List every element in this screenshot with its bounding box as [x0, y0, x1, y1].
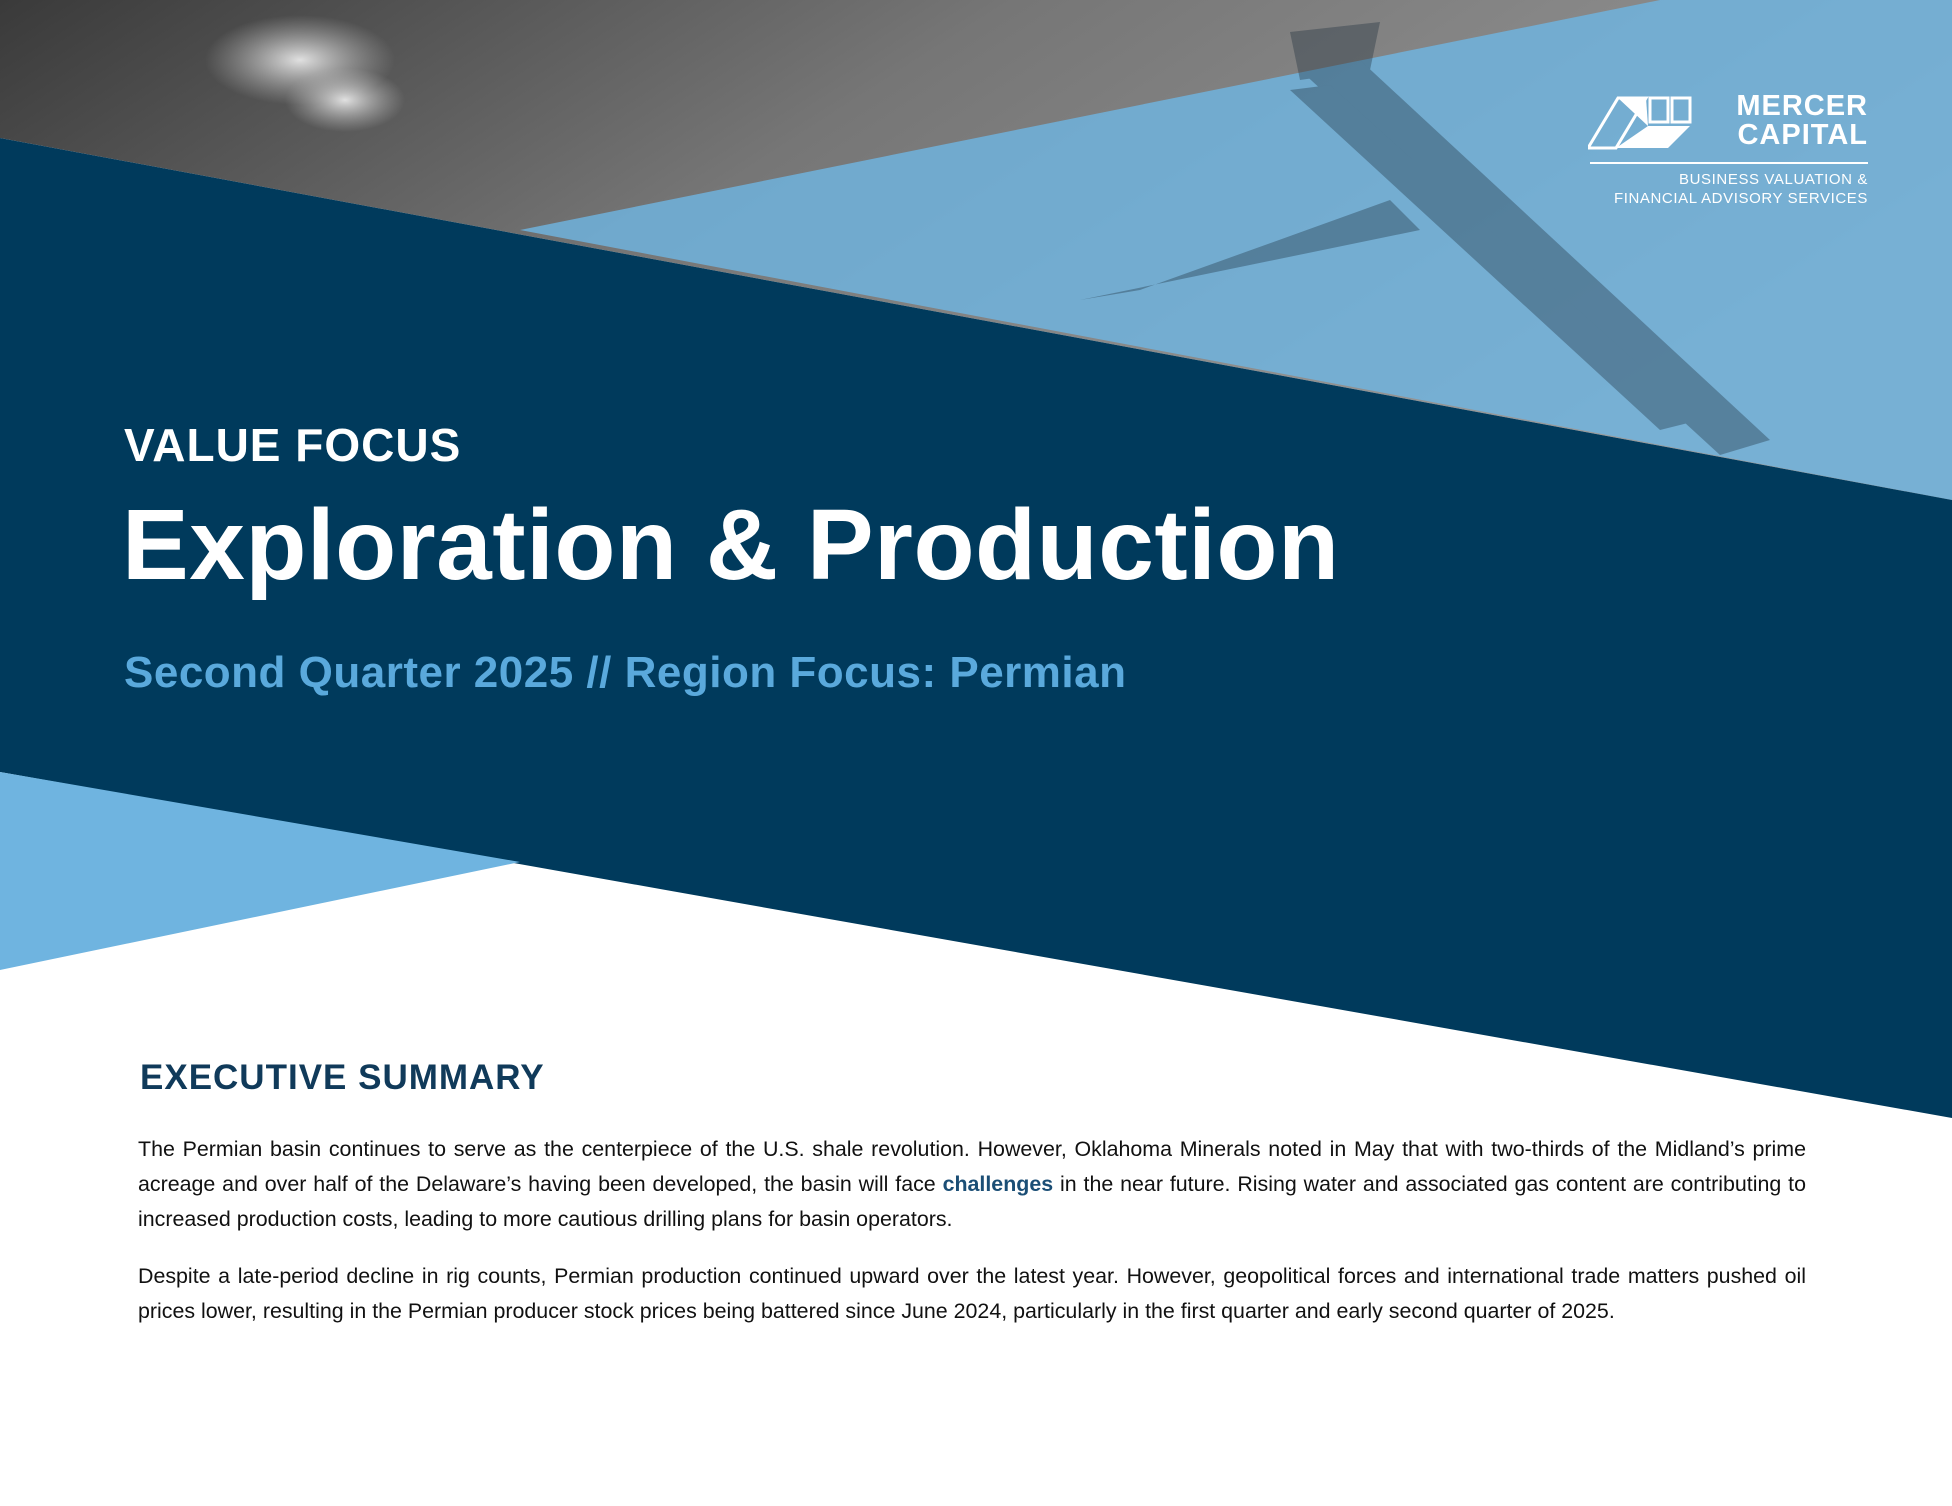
logo-mark-icon: [1588, 96, 1692, 150]
logo-tagline: [1588, 170, 1868, 208]
publication-series-label: VALUE FOCUS: [124, 419, 462, 471]
logo-wordmark: [1708, 92, 1868, 150]
summary-paragraph-1: [138, 1132, 1806, 1237]
paragraph-1-text-end: in the near future. Rising water and associated gas content are contributing to increased production costs, leading to more cautious drilling plans for basin operators.: [138, 1172, 1806, 1231]
logo-tagline-line2: FINANCIAL ADVISORY SERVICES: [1613, 190, 1868, 207]
logo-line-mercer: MERCER: [1736, 90, 1868, 122]
page-title: Exploration & Production: [122, 489, 1340, 601]
page-subtitle: Second Quarter 2025 // Region Focus: Permian: [124, 648, 1127, 697]
logo-divider: [1590, 162, 1868, 164]
summary-paragraph-2: Despite a late-period decline in rig counts, Permian production continued upward over the latest year. However, geopolitical forces and international trade matters pushed oil prices lower, resulting in the Permian producer stock prices being battered since June 2024, particularly in the first quarter and early second quarter of 2025.: [138, 1264, 1806, 1323]
paragraph-1-text-start: The Permian basin continues to serve as the centerpiece of the U.S. shale revolution. However, Oklahoma Minerals noted in May that with two-thirds of the Midland’s prime acreage and over half of the Delaware’s having been developed, the basin will face: [138, 1137, 1806, 1196]
logo-line-capital: CAPITAL: [1737, 119, 1868, 151]
logo-tagline-line1: BUSINESS VALUATION &: [1679, 171, 1868, 188]
challenges-link[interactable]: challenges: [942, 1172, 1054, 1196]
executive-summary-heading: EXECUTIVE SUMMARY: [140, 1058, 545, 1097]
